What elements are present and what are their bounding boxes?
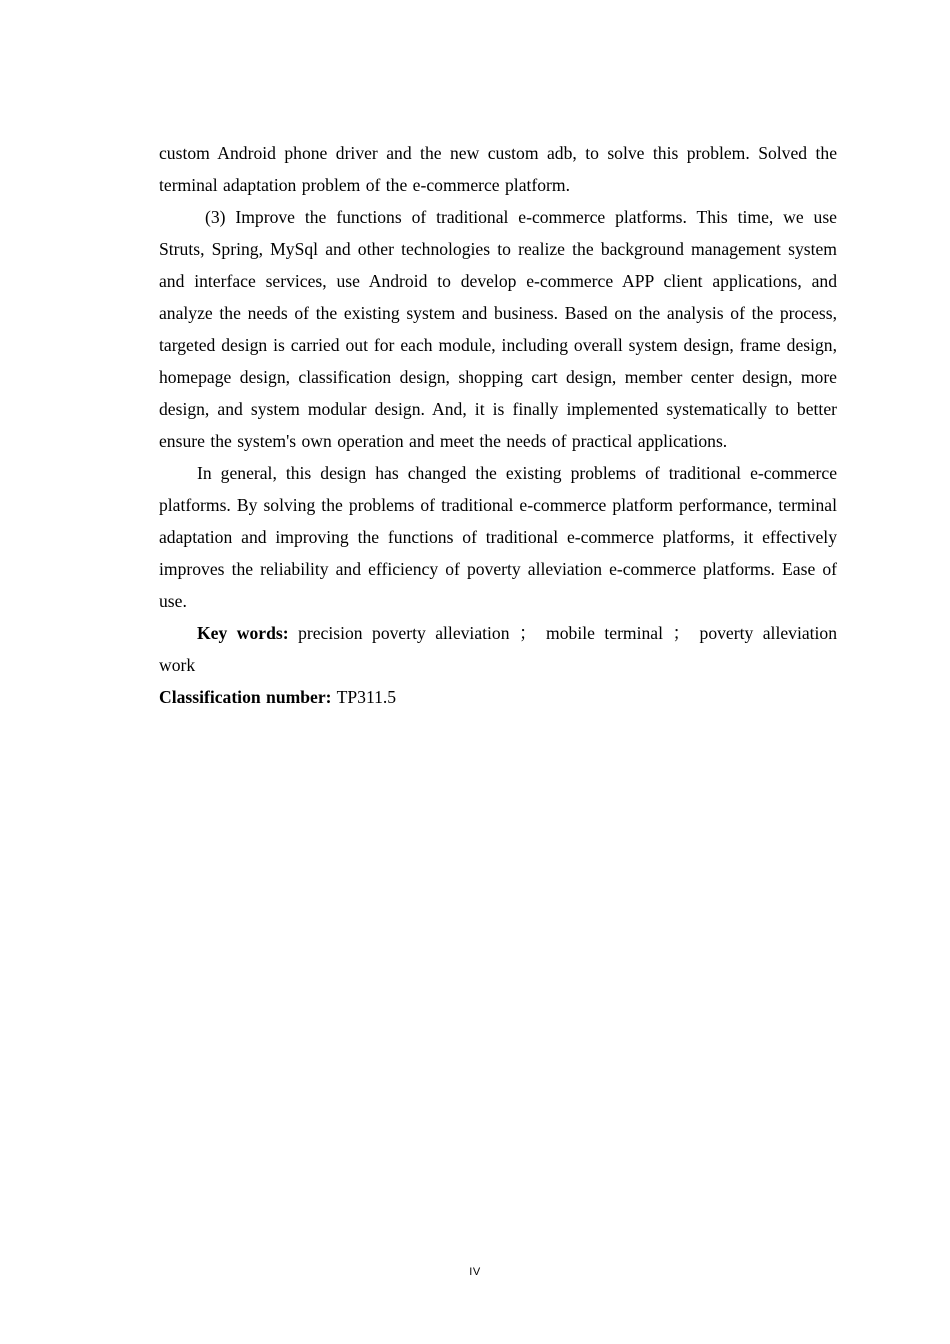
paragraph-continuation: custom Android phone driver and the new custom adb, to solve this problem. Solved the terminal adaptation problem of the e-commerce platform.	[159, 143, 837, 195]
classification-line	[159, 681, 837, 713]
classification-value: TP311.5	[336, 687, 397, 707]
keywords-line	[159, 617, 837, 681]
classification-label: Classification number:	[159, 687, 332, 707]
page-number: IV	[469, 1266, 481, 1278]
paragraph-point-3: (3) Improve the functions of traditional e-commerce platforms. This time, we use Struts, Spring, MySql and other technologies to realize the background management system and interface services, use Android to develop e-commerce APP client applications, and analyze the needs of the existing system and business. Based on the analysis of the process, targeted design is carried out for each module, including overall system design, frame design, homepage design, classification design, shopping cart design, member center design, more design, and system modular design. And, it is finally implemented systematically to better ensure the system's own operation and meet the needs of practical applications.	[159, 207, 837, 451]
paragraph-summary: In general, this design has changed the existing problems of traditional e-commerce platforms. By solving the problems of traditional e-commerce platform performance, terminal adaptation and improving the functions of traditional e-commerce platforms, it effectively improves the reliability and efficiency of poverty alleviation e-commerce platforms. Ease of use.	[159, 463, 837, 611]
keywords-text: precision poverty alleviation ； mobile terminal ； poverty alleviation work	[159, 623, 838, 675]
keywords-label: Key words:	[197, 623, 289, 643]
abstract-content	[159, 137, 837, 713]
